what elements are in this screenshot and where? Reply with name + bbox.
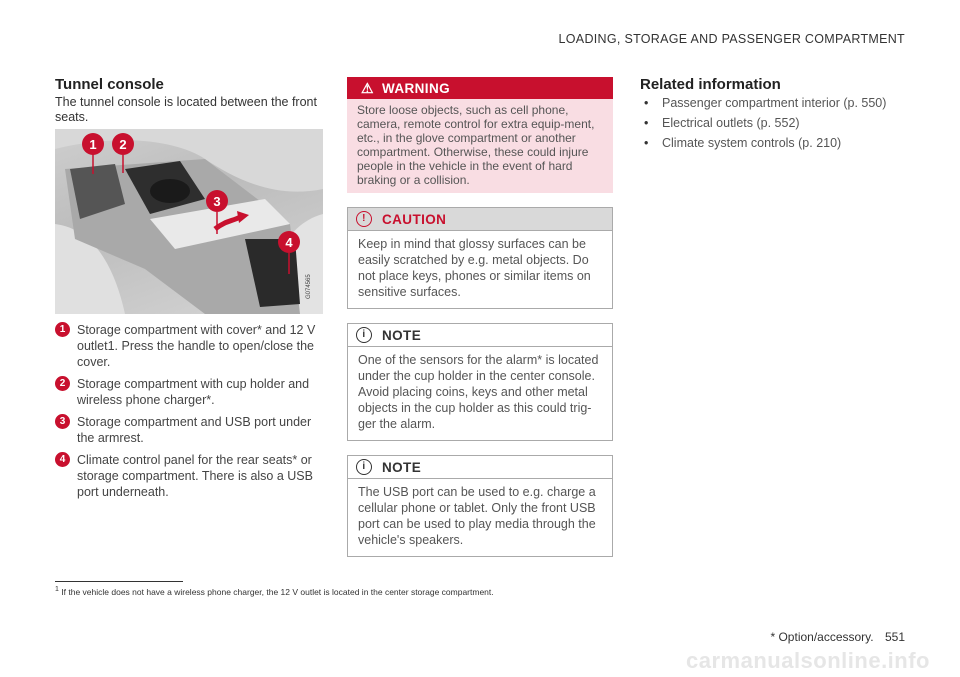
- note-text: One of the sensors for the alarm* is located under the cup holder in the center console. Avoid placing coins, keys and other metal objects in the cup holder as this could trig-ger the alarm.: [358, 353, 599, 431]
- svg-text:2: 2: [119, 137, 127, 152]
- item-number-badge: 3: [55, 414, 70, 429]
- item-number-badge: 2: [55, 376, 70, 391]
- related-info-title: Related information: [640, 76, 781, 93]
- tunnel-console-illustration: [55, 129, 323, 314]
- warning-title: WARNING: [381, 80, 450, 96]
- warning-text: Store loose objects, such as cell phone, camera, remote control for extra equip-ment, etc., in the glove compartment or another compartment. Otherwise, these could injure people in the vehicle in the event of hard braking or a collision.: [357, 103, 595, 187]
- list-item: [55, 414, 323, 446]
- info-circle-icon: i: [356, 459, 372, 475]
- page-number: 551: [884, 630, 905, 644]
- item-number-badge: 1: [55, 322, 70, 337]
- note-box: [347, 323, 613, 441]
- page-footer: [770, 630, 905, 644]
- footnote-marker: 1: [55, 586, 59, 593]
- footnote: [55, 586, 494, 597]
- marker-4: [278, 231, 300, 253]
- info-circle-icon: i: [356, 327, 372, 343]
- related-link[interactable]: • Passenger compartment interior (p. 550): [640, 95, 920, 111]
- item-text: Climate control panel for the rear seats* or storage compartment. There is also a USB port underneath.: [77, 453, 313, 499]
- caution-text: Keep in mind that glossy surfaces can be easily scratched by e.g. metal objects. Do not place keys, phones or similar items on sensitive surfaces.: [358, 237, 591, 299]
- caution-header: [348, 208, 612, 231]
- list-item: [55, 376, 323, 408]
- list-item: [55, 322, 323, 370]
- running-header: LOADING, STORAGE AND PASSENGER COMPARTMENT: [558, 32, 905, 46]
- section-title: Tunnel console: [55, 76, 164, 93]
- note-header: [348, 324, 612, 347]
- warning-box: [347, 77, 613, 193]
- footnote-divider: [55, 581, 183, 582]
- exclamation-circle-icon: !: [356, 211, 372, 227]
- marker-3: [206, 190, 228, 212]
- warning-triangle-icon: ⚠: [361, 79, 374, 96]
- item-number-badge: 4: [55, 452, 70, 467]
- list-item: [55, 452, 323, 500]
- item-text: Storage compartment with cup holder and wireless phone charger*.: [77, 377, 310, 407]
- watermark: carmanualsonline.info: [686, 648, 930, 673]
- caution-title: CAUTION: [382, 211, 447, 227]
- left-column: [55, 76, 323, 506]
- related-link[interactable]: • Climate system controls (p. 210): [640, 135, 920, 151]
- item-text: Storage compartment and USB port under the armrest.: [77, 415, 312, 445]
- figure-code: G074565: [306, 274, 312, 299]
- warning-header: [347, 77, 613, 99]
- console-drawing: [55, 129, 323, 314]
- note-text: The USB port can be used to e.g. charge a cellular phone or tablet. Only the front USB port can be used to play media through the vehicle's speakers.: [358, 485, 596, 547]
- note-header: [348, 456, 612, 479]
- svg-text:3: 3: [213, 194, 221, 209]
- note-box: [347, 455, 613, 557]
- item-text: Storage compartment with cover* and 12 V outlet1. Press the handle to open/close the cover.: [77, 323, 316, 369]
- related-link[interactable]: • Electrical outlets (p. 552): [640, 115, 920, 131]
- svg-text:1: 1: [89, 137, 97, 152]
- note-title: NOTE: [382, 327, 422, 343]
- footnote-text: If the vehicle does not have a wireless phone charger, the 12 V outlet is located in the center storage compartment.: [61, 586, 494, 597]
- option-note: * Option/accessory.: [770, 630, 874, 644]
- note-title: NOTE: [382, 459, 422, 475]
- middle-column: [347, 77, 613, 557]
- right-column: [640, 76, 920, 155]
- marker-1: [82, 133, 104, 155]
- caution-box: [347, 207, 613, 309]
- intro-text: The tunnel console is located between the front seats.: [55, 95, 317, 124]
- item-list: [55, 322, 323, 500]
- svg-text:4: 4: [285, 235, 293, 250]
- related-links: [640, 95, 920, 151]
- marker-2: [112, 133, 134, 155]
